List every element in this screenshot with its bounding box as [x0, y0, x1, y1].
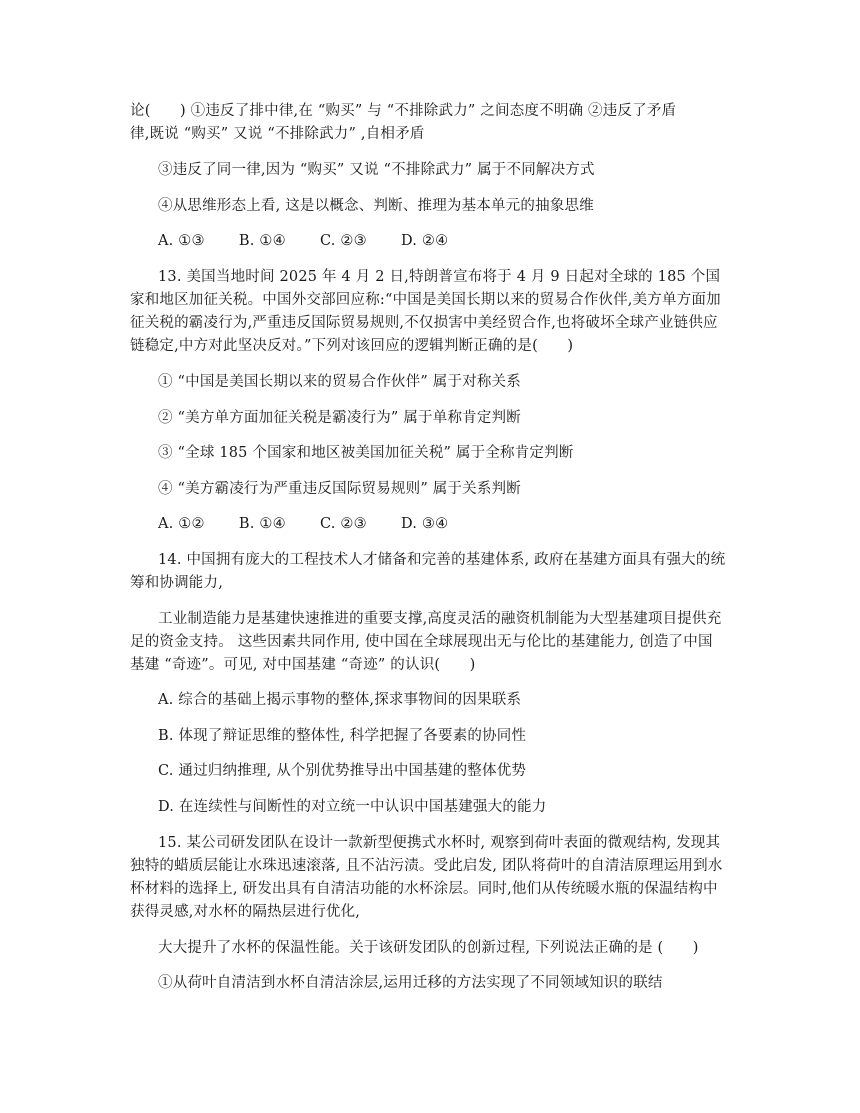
- q12-stem-line-1: 论( ) ①违反了排中律,在 “购买” 与 “不排除武力” 之间态度不明确 ②违反了矛盾: [130, 103, 677, 119]
- q14-stem-line-3: 工业制造能力是基建快速推进的重要支撑,高度灵活的融资机制能为大型基建项目提供充: [158, 611, 722, 627]
- q14-option-c: C. 通过归纳推理, 从个别优势推导出中国基建的整体优势: [158, 763, 527, 779]
- q13-statement-4: ④ “美方霸凌行为严重违反国际贸易规则” 属于关系判断: [158, 481, 521, 497]
- q12-statement-4: ④从思维形态上看, 这是以概念、判断、推理为基本单元的抽象思维: [158, 198, 594, 214]
- q12-stem-line-2: 律,既说 “购买” 又说 “不排除武力” ,自相矛盾: [130, 126, 425, 142]
- q13-stem-line-4: 链稳定,中方对此坚决反对。”下列对该回应的逻辑判断正确的是( ): [130, 338, 574, 354]
- q14-stem-line-5: 基建 “奇迹”。可见, 对中国基建 “奇迹” 的认识( ): [130, 657, 476, 673]
- q15-stem-line-2: 独特的蜡质层能让水珠迅速滚落, 且不沾污渍。受此启发, 团队将荷叶的自清洁原理运用到水: [130, 858, 723, 874]
- q13-stem-line-3: 征关税的霸凌行为,严重违反国际贸易规则,不仅损害中美经贸合作,也将破坏全球产业链供应: [130, 315, 718, 331]
- q13-stem-line-2: 家和地区加征关税。中国外交部回应称:“中国是美国长期以来的贸易合作伙伴,美方单方面加: [130, 292, 721, 308]
- q15-statement-1: ①从荷叶自清洁到水杯自清洁涂层,运用迁移的方法实现了不同领域知识的联结: [158, 975, 663, 991]
- q14-option-a: A. 综合的基础上揭示事物的整体,探求事物间的因果联系: [158, 692, 522, 708]
- q15-stem-line-5: 大大提升了水杯的保温性能。关于该研发团队的创新过程, 下列说法正确的是 ( ): [158, 940, 699, 956]
- q12-options: A. ①③ B. ①④ C. ②③ D. ②④: [158, 233, 449, 249]
- q15-stem-line-4: 获得灵感,对水杯的隔热层进行优化,: [130, 904, 361, 920]
- q13-statement-1: ① “中国是美国长期以来的贸易合作伙伴” 属于对称关系: [158, 374, 521, 390]
- q14-option-b: B. 体现了辩证思维的整体性, 科学把握了各要素的协同性: [158, 728, 527, 744]
- q15-stem-line-1: 15. 某公司研发团队在设计一款新型便携式水杯时, 观察到荷叶表面的微观结构, 发现其: [158, 835, 721, 851]
- q12-statement-3: ③违反了同一律,因为 “购买” 又说 “不排除武力” 属于不同解决方式: [158, 162, 595, 178]
- q13-options: A. ①② B. ①④ C. ②③ D. ③④: [158, 516, 449, 532]
- q13-statement-3: ③ “全球 185 个国家和地区被美国加征关税” 属于全称肯定判断: [158, 445, 574, 461]
- q15-stem-line-3: 杯材料的选择上, 研发出具有自清洁功能的水杯涂层。同时,他们从传统暖水瓶的保温结构中: [130, 881, 718, 897]
- q14-option-d: D. 在连续性与间断性的对立统一中认识中国基建强大的能力: [158, 799, 547, 815]
- q14-stem-line-1: 14. 中国拥有庞大的工程技术人才储备和完善的基建体系, 政府在基建方面具有强大的统: [158, 552, 726, 568]
- q13-stem-line-1: 13. 美国当地时间 2025 年 4 月 2 日,特朗普宣布将于 4 月 9 日起对全球的 185 个国: [158, 269, 721, 285]
- q14-stem-line-2: 筹和协调能力,: [130, 575, 224, 591]
- q13-statement-2: ② “美方单方面加征关税是霸凌行为” 属于单称肯定判断: [158, 410, 521, 426]
- q14-stem-line-4: 足的资金支持。 这些因素共同作用, 使中国在全球展现出无与伦比的基建能力, 创造了中国: [130, 634, 713, 650]
